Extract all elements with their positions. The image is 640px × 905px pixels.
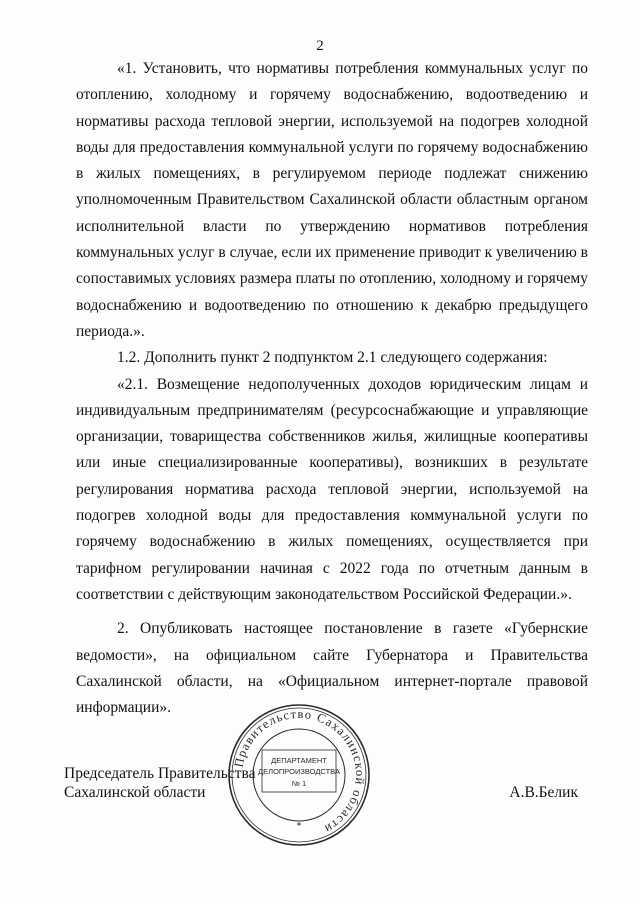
signatory-position-line2: Сахалинской области — [64, 784, 206, 801]
paragraph-publication: 2. Опубликовать настоящее постановление в газете «Губернские ведомости», на официальном сайте Губернатора и Правительства Сахалинской области, на «Официальном интернет-портале правовой информации». — [76, 620, 588, 717]
seal-inner-line3: № 1 — [291, 779, 307, 788]
paragraph-amendment-intro: 1.2. Дополнить пункт 2 подпунктом 2.1 следующего содержания: — [117, 349, 548, 367]
official-seal — [226, 702, 372, 848]
document-body — [76, 56, 588, 721]
signatory-position-line1: Председатель Правительства — [64, 765, 256, 782]
signatory-name: А.В.Белик — [509, 784, 578, 801]
seal-star-icon: * — [296, 821, 302, 832]
paragraph-compensation: «2.1. Возмещение недополученных доходов юридическим лицам и индивидуальным предпринимателям (ресурсоснабжающие и управляющие организации, товарищества собственников жилья, жилищные кооперативы или иные специализированные кооперативы), возникших в результате регулирования норматива расхода тепловой энергии, используемой на подогрев холодной воды для предоставления коммунальной услуги по горячему водоснабжению в жилых помещениях, осуществляется при тарифном регулировании начиная с 2022 года по отчетным данным в соответствии с действующим законодательством Российской Федерации.». — [76, 375, 588, 603]
seal-outer-text: Правительство Сахалинской области — [231, 706, 368, 837]
seal-inner-line1: ДЕПАРТАМЕНТ — [271, 756, 327, 765]
page-number: 2 — [316, 38, 324, 54]
seal-inner-line2: ДЕЛОПРОИЗВОДСТВА — [258, 767, 340, 776]
paragraph-norms-reduction: «1. Установить, что нормативы потребления коммунальных услуг по отоплению, холодному и горячему водоснабжению, водоотведению и нормативы расхода тепловой энергии, используемой на подогрев холодной воды для предоставления коммунальной услуги по горячему водоснабжению в жилых помещениях, в регулируемом периоде подлежат снижению уполномоченным Правительством Сахалинской области областным органом исполнительной власти по утверждению нормативов потребления коммунальных услуг в случае, если их применение приводит к увеличению в сопоставимых условиях размера платы по отоплению, холодному и горячему водоснабжению и водоотведению по отношению к декабрю предыдущего периода.». — [76, 60, 588, 340]
